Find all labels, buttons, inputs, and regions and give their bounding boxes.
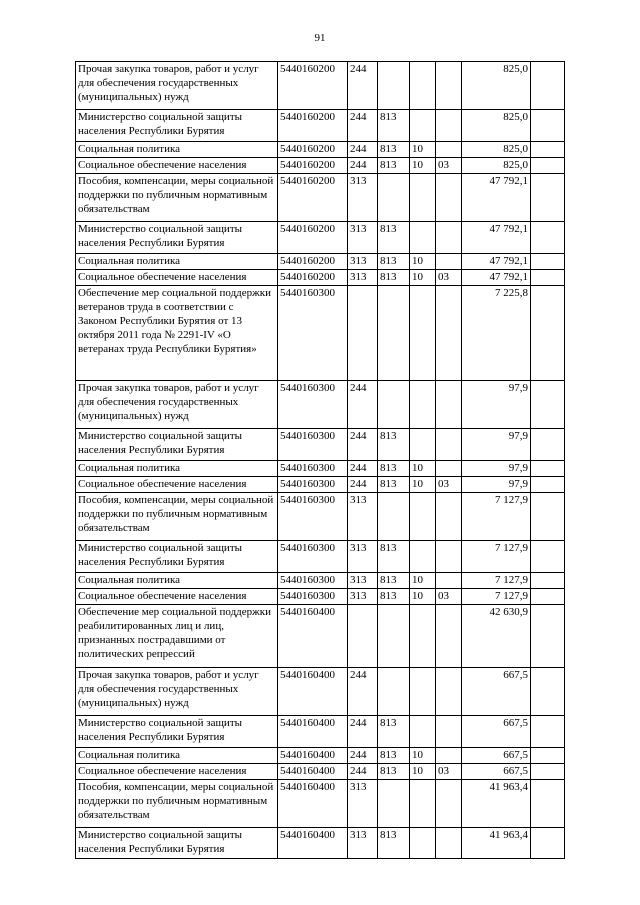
row-vr: 244 — [348, 142, 378, 158]
table-row — [76, 668, 565, 716]
row-vr: 313 — [348, 174, 378, 222]
row-code: 5440160300 — [278, 477, 348, 493]
row-amount: 7 127,9 — [462, 493, 531, 541]
row-vr — [348, 605, 378, 668]
table-row — [76, 716, 565, 748]
row-name: Министерство социальной защиты населения Республики Бурятия — [76, 110, 278, 142]
row-grbs — [378, 174, 410, 222]
row-code: 5440160200 — [278, 158, 348, 174]
row-vr: 313 — [348, 541, 378, 573]
row-rz — [410, 110, 436, 142]
row-empty-cell — [531, 142, 565, 158]
row-code: 5440160300 — [278, 573, 348, 589]
table-row — [76, 589, 565, 605]
row-rz: 10 — [410, 254, 436, 270]
row-amount: 7 225,8 — [462, 286, 531, 381]
row-name: Социальное обеспечение населения — [76, 477, 278, 493]
row-pr — [436, 605, 462, 668]
row-grbs: 813 — [378, 158, 410, 174]
row-vr: 313 — [348, 828, 378, 859]
row-rz: 10 — [410, 589, 436, 605]
row-grbs: 813 — [378, 828, 410, 859]
row-rz: 10 — [410, 748, 436, 764]
row-vr — [348, 286, 378, 381]
row-pr: 03 — [436, 270, 462, 286]
row-rz: 10 — [410, 142, 436, 158]
row-rz — [410, 286, 436, 381]
row-pr — [436, 716, 462, 748]
table-row — [76, 381, 565, 429]
row-rz — [410, 828, 436, 859]
row-name: Социальная политика — [76, 142, 278, 158]
row-empty-cell — [531, 605, 565, 668]
table-row — [76, 764, 565, 780]
row-pr — [436, 110, 462, 142]
row-empty-cell — [531, 429, 565, 461]
row-grbs: 813 — [378, 748, 410, 764]
row-amount: 47 792,1 — [462, 270, 531, 286]
row-amount: 97,9 — [462, 477, 531, 493]
row-name: Прочая закупка товаров, работ и услуг для обеспечения государственных (муниципальных) нужд — [76, 381, 278, 429]
row-pr: 03 — [436, 589, 462, 605]
row-grbs: 813 — [378, 222, 410, 254]
row-pr — [436, 828, 462, 859]
row-name: Обеспечение мер социальной поддержки реабилитированных лиц и лиц, признанных пострадавшими от политических репрессий — [76, 605, 278, 668]
row-pr — [436, 541, 462, 573]
table-row — [76, 828, 565, 859]
row-amount: 47 792,1 — [462, 254, 531, 270]
row-vr: 313 — [348, 222, 378, 254]
table-row — [76, 110, 565, 142]
row-code: 5440160200 — [278, 62, 348, 110]
table-row — [76, 748, 565, 764]
row-empty-cell — [531, 477, 565, 493]
table-row — [76, 429, 565, 461]
row-rz: 10 — [410, 461, 436, 477]
table-row — [76, 158, 565, 174]
row-amount: 47 792,1 — [462, 222, 531, 254]
row-amount: 97,9 — [462, 429, 531, 461]
table-row — [76, 605, 565, 668]
row-rz — [410, 605, 436, 668]
row-name: Пособия, компенсации, меры социальной поддержки по публичным нормативным обязательствам — [76, 493, 278, 541]
row-amount: 41 963,4 — [462, 780, 531, 828]
row-amount: 42 630,9 — [462, 605, 531, 668]
table-row — [76, 174, 565, 222]
row-empty-cell — [531, 589, 565, 605]
row-empty-cell — [531, 286, 565, 381]
row-code: 5440160300 — [278, 381, 348, 429]
row-name: Прочая закупка товаров, работ и услуг для обеспечения государственных (муниципальных) нужд — [76, 62, 278, 110]
row-code: 5440160200 — [278, 142, 348, 158]
row-name: Пособия, компенсации, меры социальной поддержки по публичным нормативным обязательствам — [76, 174, 278, 222]
row-grbs: 813 — [378, 541, 410, 573]
row-name: Обеспечение мер социальной поддержки ветеранов труда в соответствии с Законом Республики Бурятия от 13 октября 2011 года № 2291-IV «О ветеранах труда Республики Бурятия» — [76, 286, 278, 381]
row-empty-cell — [531, 174, 565, 222]
row-code: 5440160400 — [278, 764, 348, 780]
row-code: 5440160200 — [278, 222, 348, 254]
row-empty-cell — [531, 541, 565, 573]
row-vr: 244 — [348, 461, 378, 477]
row-amount: 97,9 — [462, 461, 531, 477]
row-vr: 244 — [348, 62, 378, 110]
row-name: Социальное обеспечение населения — [76, 589, 278, 605]
row-rz — [410, 429, 436, 461]
row-code: 5440160400 — [278, 668, 348, 716]
row-name: Социальная политика — [76, 573, 278, 589]
row-code: 5440160300 — [278, 461, 348, 477]
row-pr — [436, 222, 462, 254]
row-rz — [410, 222, 436, 254]
row-name: Социальная политика — [76, 254, 278, 270]
table-row — [76, 222, 565, 254]
row-vr: 244 — [348, 158, 378, 174]
row-vr: 313 — [348, 780, 378, 828]
row-pr — [436, 381, 462, 429]
row-rz — [410, 174, 436, 222]
row-pr: 03 — [436, 764, 462, 780]
row-grbs — [378, 493, 410, 541]
row-vr: 244 — [348, 748, 378, 764]
row-rz — [410, 62, 436, 110]
row-code: 5440160400 — [278, 748, 348, 764]
row-vr: 244 — [348, 764, 378, 780]
row-empty-cell — [531, 222, 565, 254]
row-amount: 825,0 — [462, 110, 531, 142]
row-pr — [436, 62, 462, 110]
row-name: Социальное обеспечение населения — [76, 158, 278, 174]
row-empty-cell — [531, 716, 565, 748]
row-amount: 667,5 — [462, 716, 531, 748]
row-vr: 313 — [348, 493, 378, 541]
row-pr — [436, 174, 462, 222]
row-empty-cell — [531, 461, 565, 477]
row-rz: 10 — [410, 764, 436, 780]
row-empty-cell — [531, 748, 565, 764]
row-amount: 667,5 — [462, 748, 531, 764]
table-row — [76, 142, 565, 158]
row-empty-cell — [531, 668, 565, 716]
row-empty-cell — [531, 158, 565, 174]
row-vr: 244 — [348, 381, 378, 429]
row-code: 5440160300 — [278, 589, 348, 605]
row-grbs: 813 — [378, 589, 410, 605]
row-pr — [436, 573, 462, 589]
table-row — [76, 493, 565, 541]
table-row — [76, 286, 565, 381]
row-grbs: 813 — [378, 716, 410, 748]
row-vr: 313 — [348, 589, 378, 605]
row-code: 5440160300 — [278, 429, 348, 461]
row-code: 5440160200 — [278, 110, 348, 142]
row-pr — [436, 748, 462, 764]
row-pr — [436, 493, 462, 541]
row-name: Социальная политика — [76, 461, 278, 477]
row-vr: 313 — [348, 573, 378, 589]
row-code: 5440160400 — [278, 828, 348, 859]
row-amount: 7 127,9 — [462, 541, 531, 573]
row-rz — [410, 381, 436, 429]
row-rz: 10 — [410, 477, 436, 493]
row-empty-cell — [531, 62, 565, 110]
row-grbs — [378, 286, 410, 381]
row-grbs: 813 — [378, 477, 410, 493]
row-vr: 244 — [348, 668, 378, 716]
row-rz — [410, 541, 436, 573]
row-name: Министерство социальной защиты населения Республики Бурятия — [76, 716, 278, 748]
table-row — [76, 477, 565, 493]
row-amount: 667,5 — [462, 764, 531, 780]
row-amount: 7 127,9 — [462, 573, 531, 589]
row-code: 5440160200 — [278, 270, 348, 286]
row-grbs: 813 — [378, 764, 410, 780]
row-amount: 97,9 — [462, 381, 531, 429]
row-amount: 7 127,9 — [462, 589, 531, 605]
row-rz — [410, 780, 436, 828]
row-grbs — [378, 668, 410, 716]
table-row — [76, 270, 565, 286]
row-rz — [410, 493, 436, 541]
row-amount: 825,0 — [462, 62, 531, 110]
row-name: Министерство социальной защиты населения Республики Бурятия — [76, 541, 278, 573]
row-rz — [410, 668, 436, 716]
row-grbs: 813 — [378, 142, 410, 158]
row-grbs — [378, 62, 410, 110]
row-empty-cell — [531, 573, 565, 589]
row-vr: 244 — [348, 477, 378, 493]
row-vr: 244 — [348, 429, 378, 461]
row-pr: 03 — [436, 158, 462, 174]
row-amount: 825,0 — [462, 158, 531, 174]
row-name: Министерство социальной защиты населения Республики Бурятия — [76, 429, 278, 461]
row-rz: 10 — [410, 573, 436, 589]
row-grbs — [378, 605, 410, 668]
row-vr: 313 — [348, 270, 378, 286]
row-code: 5440160400 — [278, 780, 348, 828]
row-grbs: 813 — [378, 270, 410, 286]
row-empty-cell — [531, 110, 565, 142]
row-name: Социальная политика — [76, 748, 278, 764]
row-vr: 244 — [348, 716, 378, 748]
row-grbs: 813 — [378, 110, 410, 142]
row-pr — [436, 254, 462, 270]
row-empty-cell — [531, 381, 565, 429]
budget-table — [75, 61, 565, 859]
row-amount: 667,5 — [462, 668, 531, 716]
table-row — [76, 254, 565, 270]
row-name: Министерство социальной защиты населения Республики Бурятия — [76, 828, 278, 859]
row-code: 5440160300 — [278, 286, 348, 381]
row-rz: 10 — [410, 270, 436, 286]
row-empty-cell — [531, 828, 565, 859]
row-grbs — [378, 381, 410, 429]
row-empty-cell — [531, 254, 565, 270]
row-vr: 313 — [348, 254, 378, 270]
row-amount: 41 963,4 — [462, 828, 531, 859]
row-amount: 47 792,1 — [462, 174, 531, 222]
table-row — [76, 62, 565, 110]
table-row — [76, 780, 565, 828]
row-pr — [436, 461, 462, 477]
row-grbs: 813 — [378, 254, 410, 270]
row-grbs: 813 — [378, 461, 410, 477]
row-pr — [436, 286, 462, 381]
table-row — [76, 573, 565, 589]
row-grbs: 813 — [378, 573, 410, 589]
table-row — [76, 461, 565, 477]
row-empty-cell — [531, 493, 565, 541]
row-code: 5440160200 — [278, 174, 348, 222]
row-empty-cell — [531, 764, 565, 780]
row-vr: 244 — [348, 110, 378, 142]
row-code: 5440160300 — [278, 493, 348, 541]
row-code: 5440160400 — [278, 605, 348, 668]
row-grbs: 813 — [378, 429, 410, 461]
row-name: Социальное обеспечение населения — [76, 270, 278, 286]
row-rz — [410, 716, 436, 748]
page-number: 91 — [314, 32, 326, 44]
row-code: 5440160400 — [278, 716, 348, 748]
row-pr — [436, 429, 462, 461]
row-pr — [436, 668, 462, 716]
row-rz: 10 — [410, 158, 436, 174]
row-grbs — [378, 780, 410, 828]
row-pr: 03 — [436, 477, 462, 493]
row-code: 5440160200 — [278, 254, 348, 270]
row-pr — [436, 780, 462, 828]
row-name: Министерство социальной защиты населения Республики Бурятия — [76, 222, 278, 254]
row-name: Пособия, компенсации, меры социальной поддержки по публичным нормативным обязательствам — [76, 780, 278, 828]
row-pr — [436, 142, 462, 158]
row-name: Прочая закупка товаров, работ и услуг для обеспечения государственных (муниципальных) нужд — [76, 668, 278, 716]
row-amount: 825,0 — [462, 142, 531, 158]
row-name: Социальное обеспечение населения — [76, 764, 278, 780]
table-row — [76, 541, 565, 573]
row-code: 5440160300 — [278, 541, 348, 573]
row-empty-cell — [531, 780, 565, 828]
row-empty-cell — [531, 270, 565, 286]
